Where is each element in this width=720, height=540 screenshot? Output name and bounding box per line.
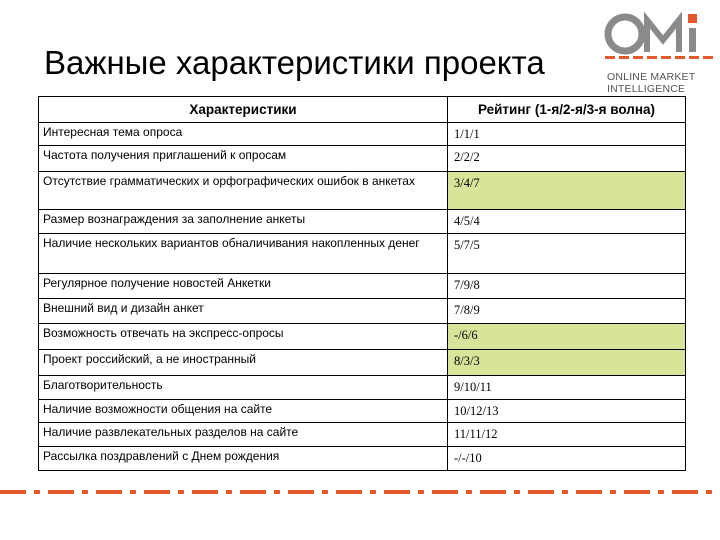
characteristic-cell: Отсутствие грамматических и орфографических ошибок в анкетах <box>39 172 448 210</box>
rating-cell: 7/8/9 <box>448 299 686 324</box>
rating-cell: 4/5/4 <box>448 210 686 234</box>
table-header-row <box>39 97 686 123</box>
characteristic-cell: Наличие нескольких вариантов обналичивания накопленных денег <box>39 234 448 274</box>
table-row <box>39 447 686 471</box>
characteristic-cell: Интересная тема опроса <box>39 123 448 146</box>
table-row <box>39 146 686 172</box>
divider-dash <box>34 490 40 494</box>
omi-logo <box>603 10 715 94</box>
divider-dash <box>624 490 650 494</box>
logo-line-2: INTELLIGENCE <box>607 83 686 95</box>
divider-dash <box>514 490 520 494</box>
divider-dash <box>192 490 218 494</box>
divider-dash <box>480 490 506 494</box>
divider-dash <box>432 490 458 494</box>
divider-dash <box>336 490 362 494</box>
table-row <box>39 299 686 324</box>
table-row <box>39 274 686 299</box>
rating-cell: 3/4/7 <box>448 172 686 210</box>
column-header-characteristics: Характеристики <box>39 97 448 123</box>
rating-cell: 8/3/3 <box>448 350 686 376</box>
divider-dash <box>288 490 314 494</box>
table-body <box>39 123 686 471</box>
divider-dash <box>610 490 616 494</box>
divider-dash <box>706 490 712 494</box>
table-row <box>39 423 686 447</box>
table-row <box>39 123 686 146</box>
characteristic-cell: Размер вознаграждения за заполнение анкеты <box>39 210 448 234</box>
table-row <box>39 210 686 234</box>
divider-dash <box>48 490 74 494</box>
characteristic-cell: Возможность отвечать на экспресс-опросы <box>39 324 448 350</box>
divider-dash <box>418 490 424 494</box>
dashed-divider <box>0 488 720 496</box>
rating-cell: 10/12/13 <box>448 400 686 423</box>
divider-dash <box>562 490 568 494</box>
rating-cell: 11/11/12 <box>448 423 686 447</box>
divider-dash <box>658 490 664 494</box>
divider-dash <box>384 490 410 494</box>
rating-cell: 7/9/8 <box>448 274 686 299</box>
page-title: Важные характеристики проекта <box>44 44 545 81</box>
divider-dash <box>370 490 376 494</box>
table-row <box>39 324 686 350</box>
characteristic-cell: Регулярное получение новостей Анкетки <box>39 274 448 299</box>
characteristic-cell: Проект российский, а не иностранный <box>39 350 448 376</box>
characteristic-cell: Наличие развлекательных разделов на сайте <box>39 423 448 447</box>
divider-dash <box>466 490 472 494</box>
rating-cell: -/6/6 <box>448 324 686 350</box>
divider-dash <box>130 490 136 494</box>
divider-dash <box>240 490 266 494</box>
rating-cell: 2/2/2 <box>448 146 686 172</box>
divider-dash <box>0 490 26 494</box>
divider-dash <box>178 490 184 494</box>
characteristic-cell: Наличие возможности общения на сайте <box>39 400 448 423</box>
table-row <box>39 400 686 423</box>
rating-cell: 1/1/1 <box>448 123 686 146</box>
rating-cell: -/-/10 <box>448 447 686 471</box>
table-row <box>39 350 686 376</box>
logo-line-1: ONLINE MARKET <box>607 71 696 83</box>
characteristic-cell: Благотворительность <box>39 376 448 400</box>
divider-dash <box>226 490 232 494</box>
divider-dash <box>82 490 88 494</box>
table-row <box>39 172 686 210</box>
rating-cell: 5/7/5 <box>448 234 686 274</box>
characteristic-cell: Рассылка поздравлений с Днем рождения <box>39 447 448 471</box>
rating-cell: 9/10/11 <box>448 376 686 400</box>
divider-dash <box>274 490 280 494</box>
omi-logo-mark <box>603 10 715 60</box>
characteristic-cell: Частота получения приглашений к опросам <box>39 146 448 172</box>
characteristic-cell: Внешний вид и дизайн анкет <box>39 299 448 324</box>
column-header-rating: Рейтинг (1-я/2-я/3-я волна) <box>448 97 686 123</box>
table-row <box>39 376 686 400</box>
divider-dash <box>144 490 170 494</box>
divider-dash <box>672 490 698 494</box>
characteristics-table <box>38 96 686 471</box>
divider-dash <box>322 490 328 494</box>
table-row <box>39 234 686 274</box>
divider-dash <box>528 490 554 494</box>
divider-dash <box>576 490 602 494</box>
divider-dash <box>96 490 122 494</box>
